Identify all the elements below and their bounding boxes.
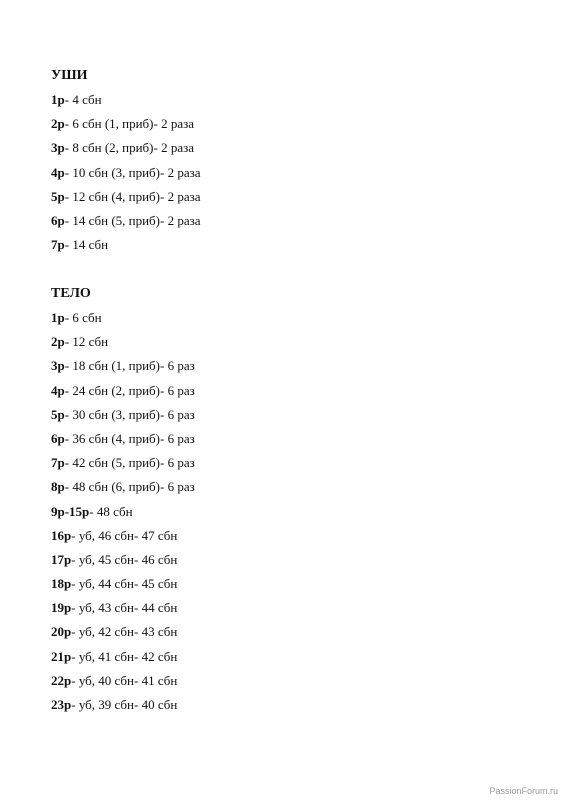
body-row-9 [51,500,195,524]
body-row-13 [51,596,195,620]
row-label: 3р [51,358,65,374]
body-row-10 [51,524,195,548]
row-label: 16р [51,527,72,543]
row-text: - уб, 46 сбн- 47 сбн [71,527,178,543]
row-label: 22р [51,672,72,688]
row-label: 6р [51,430,65,446]
row-text: - 12 сбн [64,334,109,350]
row-label: 7р [51,455,65,471]
row-text: - 30 сбн (3, приб)- 6 раз [64,406,195,422]
body-section [51,282,195,717]
row-label: 8р [51,479,65,495]
body-row-1 [51,306,195,330]
row-label: 20р [51,624,72,640]
ears-row-2 [51,112,201,136]
ears-row-4 [51,161,201,185]
row-text: - уб, 45 сбн- 46 сбн [71,551,178,567]
ears-section [51,64,201,257]
ears-row-6 [51,209,201,233]
body-row-8 [51,475,195,499]
body-row-4 [51,379,195,403]
row-text: - 14 сбн (5, приб)- 2 раза [64,212,201,228]
body-row-6 [51,427,195,451]
body-row-17 [51,693,195,717]
row-text: - уб, 39 сбн- 40 сбн [71,697,178,712]
row-text: - 6 сбн [64,310,102,325]
body-row-2 [51,330,195,354]
row-text: - уб, 44 сбн- 45 сбн [71,576,178,592]
row-label: 7р [51,237,65,253]
row-text: - уб, 42 сбн- 43 сбн [71,624,178,640]
row-text: - 14 сбн [64,237,109,253]
row-label: 18р [51,576,72,592]
row-label: 21р [51,648,72,664]
body-row-3 [51,354,195,378]
ears-rows [51,88,201,257]
row-text: - 24 сбн (2, приб)- 6 раз [64,382,195,398]
row-label: 4р [51,164,65,180]
row-text: - 48 сбн (6, приб)- 6 раз [64,479,195,495]
body-row-7 [51,451,195,475]
ears-row-3 [51,136,201,160]
row-label: 17р [51,551,72,567]
body-row-5 [51,403,195,427]
row-label: 3р [51,140,65,156]
ears-row-7 [51,233,201,257]
body-row-15 [51,645,195,669]
ears-heading: УШИ [51,68,88,83]
row-label: 2р [51,116,65,132]
row-label: 4р [51,382,65,398]
row-label: 5р [51,406,65,422]
body-row-14 [51,620,195,644]
row-text: - 4 сбн [64,92,102,107]
watermark: PassionForum.ru [489,786,558,796]
row-text: - уб, 43 сбн- 44 сбн [71,600,178,616]
row-label: 9р-15р [51,503,90,519]
row-text: - 10 сбн (3, приб)- 2 раза [64,164,201,180]
row-text: - 42 сбн (5, приб)- 6 раз [64,455,195,471]
body-row-11 [51,548,195,572]
row-label: 2р [51,334,65,350]
row-text: - 36 сбн (4, приб)- 6 раз [64,430,195,446]
row-label: 1р [51,92,65,107]
ears-row-5 [51,185,201,209]
row-label: 23р [51,697,72,712]
body-row-12 [51,572,195,596]
body-rows [51,306,195,717]
row-text: - уб, 40 сбн- 41 сбн [71,672,178,688]
row-text: - 48 сбн [89,503,133,519]
row-text: - 18 сбн (1, приб)- 6 раз [64,358,195,374]
row-label: 19р [51,600,72,616]
ears-row-1 [51,88,201,112]
row-label: 5р [51,188,65,204]
row-text: - 8 сбн (2, приб)- 2 раза [64,140,195,156]
body-heading: ТЕЛО [51,286,91,301]
row-text: - уб, 41 сбн- 42 сбн [71,648,178,664]
row-text: - 12 сбн (4, приб)- 2 раза [64,188,201,204]
row-label: 6р [51,212,65,228]
row-text: - 6 сбн (1, приб)- 2 раза [64,116,195,132]
row-label: 1р [51,310,65,325]
body-row-16 [51,669,195,693]
